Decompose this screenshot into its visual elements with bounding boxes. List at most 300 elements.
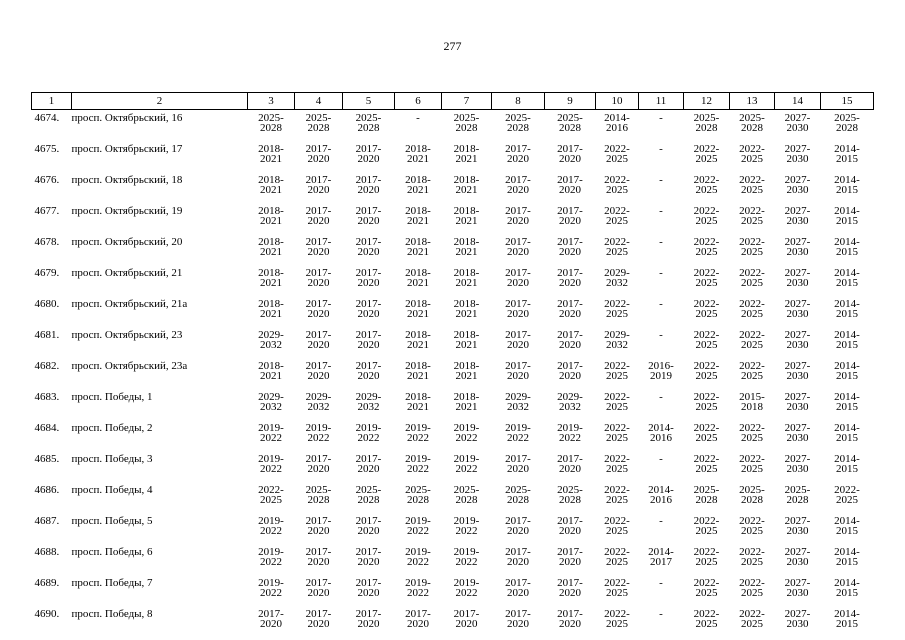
period-line: 2017- <box>258 608 284 620</box>
period-cell <box>442 203 492 234</box>
period-line: 2025 <box>836 494 858 506</box>
period-line: 2020 <box>559 463 581 475</box>
period-cell <box>730 296 775 327</box>
period-cell <box>596 203 639 234</box>
period-cell <box>295 482 343 513</box>
period-line: 2022 <box>507 432 529 444</box>
period-cell <box>295 327 343 358</box>
period-line: 2025- <box>739 484 765 496</box>
period-cell <box>442 296 492 327</box>
period-line: 2022- <box>739 267 765 279</box>
column-header: 10 <box>596 93 639 110</box>
period-line: 2014- <box>834 422 860 434</box>
period-line: 2018- <box>405 143 431 155</box>
address-cell: просп. Победы, 7 <box>71 577 153 589</box>
period-line: 2027- <box>784 112 811 124</box>
period-line: 2018- <box>405 174 431 186</box>
period-cell <box>442 265 492 296</box>
period-cell <box>639 296 684 327</box>
period-line: 2030 <box>786 246 809 258</box>
period-cell <box>730 265 775 296</box>
period-cell <box>248 296 295 327</box>
period-line: 2014- <box>834 143 860 155</box>
period-line: 2014- <box>834 174 860 186</box>
period-line: 2020 <box>357 308 380 320</box>
period-cell <box>492 358 545 389</box>
period-line: 2017- <box>305 453 332 465</box>
period-cell <box>821 389 874 420</box>
period-line: 2018- <box>405 391 431 403</box>
period-line: 2027- <box>784 422 811 434</box>
period-line: 2022- <box>693 546 720 558</box>
period-line: 2029- <box>258 329 284 341</box>
address-cell: просп. Победы, 6 <box>71 546 153 558</box>
period-line: 2032 <box>606 277 628 289</box>
period-line: 2015 <box>836 525 858 537</box>
table-row <box>32 482 874 513</box>
period-line: 2022- <box>739 236 765 248</box>
period-line: 2025 <box>695 432 718 444</box>
table-row <box>32 575 874 606</box>
period-line: 2028 <box>260 122 282 134</box>
period-cell <box>545 482 596 513</box>
period-line: 2020 <box>307 525 330 537</box>
period-cell <box>596 296 639 327</box>
period-line: 2025 <box>695 339 718 351</box>
period-cell <box>821 451 874 482</box>
period-line: 2017- <box>557 174 583 186</box>
period-cell <box>492 451 545 482</box>
period-cell <box>442 420 492 451</box>
period-line: 2014- <box>834 391 860 403</box>
period-line: 2020 <box>357 246 380 258</box>
period-line: 2022- <box>739 174 765 186</box>
period-cell <box>596 358 639 389</box>
period-line: 2029- <box>557 391 583 403</box>
period-line: 2030 <box>786 556 809 568</box>
period-line: 2032 <box>260 401 282 413</box>
period-line: 2015 <box>836 401 858 413</box>
period-cell <box>442 389 492 420</box>
period-cell <box>248 265 295 296</box>
period-line: 2017- <box>505 267 531 279</box>
period-line: 2021 <box>455 215 478 227</box>
period-cell <box>492 172 545 203</box>
period-line: 2015 <box>836 339 858 351</box>
period-line: 2014- <box>648 546 674 558</box>
period-cell <box>442 110 492 142</box>
period-line: 2025 <box>695 587 718 599</box>
period-line: 2022- <box>604 205 630 217</box>
period-line: 2020 <box>307 339 330 351</box>
period-cell <box>821 513 874 544</box>
period-line: 2025 <box>741 184 763 196</box>
period-cell <box>248 234 295 265</box>
period-line: 2025 <box>606 525 628 537</box>
period-cell <box>395 482 442 513</box>
period-line: 2025 <box>606 308 628 320</box>
period-line: 2025 <box>741 308 763 320</box>
period-cell <box>596 513 639 544</box>
period-line: 2020 <box>307 277 330 289</box>
period-line: 2016- <box>648 360 674 372</box>
period-line: 2025- <box>784 484 811 496</box>
period-cell <box>775 172 821 203</box>
period-line: 2017- <box>557 298 583 310</box>
period-cell <box>684 482 730 513</box>
period-line: 2025- <box>258 112 284 124</box>
period-line: 2020 <box>307 463 330 475</box>
table-row <box>32 389 874 420</box>
period-cell <box>775 606 821 637</box>
period-line: 2027- <box>784 298 811 310</box>
period-line: 2021 <box>455 153 478 165</box>
period-line: 2021 <box>455 184 478 196</box>
period-line: 2028 <box>357 494 380 506</box>
period-cell <box>639 389 684 420</box>
period-line: 2022 <box>260 463 282 475</box>
period-cell <box>821 358 874 389</box>
column-header: 8 <box>492 93 545 110</box>
period-line: 2017- <box>505 453 531 465</box>
period-line: 2019- <box>405 422 431 434</box>
period-line: 2032 <box>606 339 628 351</box>
period-cell <box>492 575 545 606</box>
period-cell <box>343 575 395 606</box>
period-line: 2022- <box>693 174 720 186</box>
period-line: 2028 <box>559 494 581 506</box>
period-cell <box>492 141 545 172</box>
period-line: 2017- <box>557 453 583 465</box>
period-line: 2014- <box>648 484 674 496</box>
period-line: 2020 <box>559 370 581 382</box>
row-number: 4682. <box>34 360 60 372</box>
period-line: 2018- <box>453 329 480 341</box>
period-line: 2025 <box>606 401 628 413</box>
address-cell: просп. Победы, 2 <box>71 422 153 434</box>
period-line: 2020 <box>307 246 330 258</box>
period-cell <box>596 110 639 142</box>
period-cell <box>775 110 821 142</box>
period-line: 2022 <box>357 432 380 444</box>
period-line: 2020 <box>559 618 581 630</box>
period-line: 2018 <box>741 401 763 413</box>
period-line: 2016 <box>650 432 672 444</box>
period-line: 2029- <box>604 329 630 341</box>
period-cell <box>248 141 295 172</box>
period-line: 2022 <box>260 556 282 568</box>
table-row <box>32 451 874 482</box>
period-line: 2018- <box>258 205 284 217</box>
period-line: 2017- <box>505 360 531 372</box>
period-line: 2027- <box>784 391 811 403</box>
period-cell <box>684 451 730 482</box>
period-line: 2020 <box>357 587 380 599</box>
period-line: 2018- <box>258 236 284 248</box>
period-line: 2022 <box>455 432 478 444</box>
period-line: 2028 <box>741 494 763 506</box>
address-cell: просп. Победы, 5 <box>71 515 153 527</box>
column-header: 12 <box>684 93 730 110</box>
period-cell <box>730 575 775 606</box>
table-row <box>32 420 874 451</box>
period-line: 2022- <box>693 577 720 589</box>
period-cell <box>343 420 395 451</box>
period-line: 2020 <box>357 215 380 227</box>
period-line: 2020 <box>507 246 529 258</box>
period-line: 2025 <box>741 277 763 289</box>
period-cell <box>821 234 874 265</box>
period-line: 2017- <box>305 143 332 155</box>
period-cell <box>492 544 545 575</box>
period-line: 2025- <box>305 112 332 124</box>
period-line: 2014- <box>834 298 860 310</box>
period-line: 2015 <box>836 618 858 630</box>
period-line: 2027- <box>784 546 811 558</box>
period-cell <box>821 606 874 637</box>
period-cell <box>684 358 730 389</box>
period-line: 2020 <box>507 184 529 196</box>
period-line: 2022- <box>739 298 765 310</box>
period-cell <box>492 110 545 142</box>
period-cell <box>821 544 874 575</box>
period-cell <box>545 420 596 451</box>
row-number: 4681. <box>34 329 60 341</box>
period-line: - <box>659 453 663 465</box>
period-cell <box>545 451 596 482</box>
period-cell <box>295 389 343 420</box>
period-line: 2017- <box>355 236 382 248</box>
period-cell <box>639 141 684 172</box>
period-line: 2020 <box>559 308 581 320</box>
period-cell <box>442 141 492 172</box>
address-cell: просп. Октябрьский, 23 <box>71 329 183 341</box>
period-line: 2025 <box>606 463 628 475</box>
period-cell <box>684 606 730 637</box>
period-line: 2017- <box>557 608 583 620</box>
period-line: 2021 <box>407 184 429 196</box>
period-line: 2028 <box>695 122 718 134</box>
period-line: 2018- <box>453 143 480 155</box>
period-line: 2025- <box>405 484 431 496</box>
period-cell <box>545 234 596 265</box>
table-row <box>32 141 874 172</box>
period-line: 2021 <box>260 370 282 382</box>
period-line: 2027- <box>784 515 811 527</box>
period-line: 2022- <box>258 484 284 496</box>
period-line: 2022 <box>455 525 478 537</box>
period-line: 2017- <box>355 205 382 217</box>
period-cell <box>492 296 545 327</box>
period-line: 2030 <box>786 370 809 382</box>
period-cell <box>442 234 492 265</box>
column-header: 2 <box>72 93 248 110</box>
period-line: 2025 <box>695 401 718 413</box>
period-line: 2019- <box>453 453 480 465</box>
period-line: 2022- <box>693 515 720 527</box>
period-cell <box>295 451 343 482</box>
period-cell <box>248 203 295 234</box>
period-cell <box>545 203 596 234</box>
period-cell <box>395 420 442 451</box>
period-line: 2020 <box>559 184 581 196</box>
period-line: 2019- <box>355 422 382 434</box>
period-line: 2022 <box>260 587 282 599</box>
period-line: - <box>659 267 663 279</box>
period-line: 2030 <box>786 463 809 475</box>
address-cell: просп. Октябрьский, 18 <box>71 174 183 186</box>
period-cell <box>492 234 545 265</box>
period-line: 2029- <box>258 391 284 403</box>
period-line: 2018- <box>405 360 431 372</box>
period-cell <box>442 606 492 637</box>
period-cell <box>343 606 395 637</box>
period-cell <box>730 544 775 575</box>
period-cell <box>295 420 343 451</box>
period-line: 2017- <box>305 360 332 372</box>
period-cell <box>775 265 821 296</box>
period-line: 2027- <box>784 205 811 217</box>
period-line: 2020 <box>507 277 529 289</box>
period-line: 2020 <box>559 246 581 258</box>
period-cell <box>492 420 545 451</box>
period-line: 2014- <box>834 546 860 558</box>
period-line: 2025- <box>834 112 860 124</box>
period-cell <box>395 358 442 389</box>
period-cell <box>248 544 295 575</box>
period-line: 2014- <box>834 329 860 341</box>
row-number: 4684. <box>34 422 60 434</box>
period-line: 2020 <box>307 153 330 165</box>
period-line: 2028 <box>695 494 718 506</box>
period-line: 2027- <box>784 174 811 186</box>
period-line: 2019- <box>405 577 431 589</box>
period-line: 2022- <box>693 360 720 372</box>
period-line: 2018- <box>453 174 480 186</box>
period-line: 2020 <box>559 525 581 537</box>
period-line: 2019- <box>405 453 431 465</box>
address-cell: просп. Октябрьский, 19 <box>71 205 183 217</box>
period-cell <box>442 513 492 544</box>
period-line: 2017- <box>557 329 583 341</box>
period-line: 2017- <box>557 236 583 248</box>
period-cell <box>639 358 684 389</box>
period-cell <box>442 358 492 389</box>
period-cell <box>395 110 442 142</box>
period-line: 2015 <box>836 308 858 320</box>
period-cell <box>596 327 639 358</box>
period-line: 2020 <box>507 618 529 630</box>
period-line: 2020 <box>357 153 380 165</box>
address-cell: просп. Октябрьский, 21 <box>71 267 183 279</box>
period-line: 2020 <box>307 587 330 599</box>
period-cell <box>730 606 775 637</box>
period-cell <box>684 420 730 451</box>
period-cell <box>684 544 730 575</box>
period-line: - <box>659 329 663 341</box>
period-cell <box>395 544 442 575</box>
period-line: 2025- <box>557 484 583 496</box>
period-line: 2022 <box>407 463 429 475</box>
period-cell <box>395 172 442 203</box>
period-line: 2015 <box>836 432 858 444</box>
period-cell <box>545 296 596 327</box>
period-cell <box>730 451 775 482</box>
period-cell <box>684 203 730 234</box>
row-number: 4686. <box>34 484 60 496</box>
period-line: 2017- <box>355 608 382 620</box>
period-line: 2027- <box>784 577 811 589</box>
period-cell <box>343 265 395 296</box>
period-line: 2030 <box>786 525 809 537</box>
period-line: 2017- <box>505 546 531 558</box>
period-line: 2017- <box>453 608 480 620</box>
period-line: 2022 <box>455 463 478 475</box>
period-line: 2020 <box>260 618 282 630</box>
column-header: 3 <box>248 93 295 110</box>
period-line: 2018- <box>453 298 480 310</box>
period-line: 2018- <box>405 298 431 310</box>
period-line: - <box>659 112 663 124</box>
column-header: 4 <box>295 93 343 110</box>
period-line: 2017- <box>557 546 583 558</box>
period-cell <box>821 141 874 172</box>
table-row <box>32 172 874 203</box>
period-cell <box>295 203 343 234</box>
period-cell <box>775 234 821 265</box>
period-line: 2022- <box>693 329 720 341</box>
period-line: 2022- <box>604 484 630 496</box>
column-header: 9 <box>545 93 596 110</box>
period-line: 2018- <box>453 236 480 248</box>
period-line: 2017- <box>557 577 583 589</box>
period-line: 2020 <box>507 556 529 568</box>
period-line: 2021 <box>407 308 429 320</box>
period-line: 2022- <box>693 453 720 465</box>
period-line: 2022- <box>739 546 765 558</box>
period-cell <box>639 544 684 575</box>
column-header: 7 <box>442 93 492 110</box>
period-line: 2025 <box>741 246 763 258</box>
period-cell <box>395 575 442 606</box>
period-cell <box>343 544 395 575</box>
period-line: 2025 <box>606 556 628 568</box>
period-line: 2032 <box>507 401 529 413</box>
period-line: 2017- <box>355 143 382 155</box>
period-line: 2017- <box>355 360 382 372</box>
period-cell <box>730 110 775 142</box>
period-line: 2014- <box>834 577 860 589</box>
table-row <box>32 327 874 358</box>
period-line: 2017- <box>557 515 583 527</box>
period-line: 2027- <box>784 143 811 155</box>
period-cell <box>395 296 442 327</box>
row-number: 4685. <box>34 453 60 465</box>
period-line: 2025 <box>606 370 628 382</box>
period-line: 2020 <box>507 215 529 227</box>
period-line: 2032 <box>307 401 330 413</box>
period-line: 2020 <box>559 215 581 227</box>
row-number: 4675. <box>34 143 60 155</box>
period-cell <box>343 358 395 389</box>
period-cell <box>775 513 821 544</box>
period-line: 2028 <box>507 122 529 134</box>
period-line: 2022- <box>693 267 720 279</box>
row-number: 4674. <box>34 112 60 124</box>
table-header-row <box>32 93 874 110</box>
period-line: 2022 <box>407 587 429 599</box>
period-cell <box>730 141 775 172</box>
